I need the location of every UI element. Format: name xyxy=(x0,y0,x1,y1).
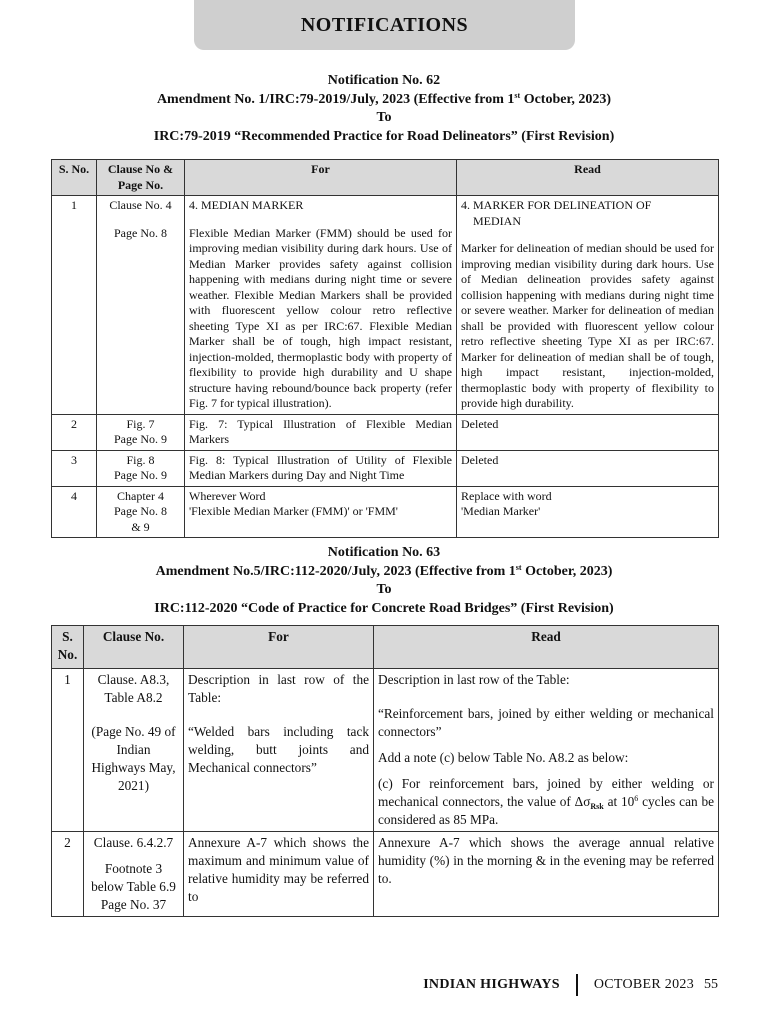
row-sno: 1 xyxy=(52,669,84,832)
col-header-clause: Clause No & Page No. xyxy=(97,160,185,196)
row-clause: Clause. 6.4.2.7 Footnote 3 below Table 6.9 Page No. 37 xyxy=(84,832,184,917)
row-for: Description in last row of the Table: “Welded bars including tack welding, butt joints and Mechanical connectors” xyxy=(184,669,374,832)
notification-62-number: Notification No. 62 xyxy=(327,73,441,88)
row-for: Fig. 7: Typical Illustration of Flexible Median Markers xyxy=(185,414,457,450)
table-row xyxy=(52,196,719,415)
row-clause: Fig. 8 Page No. 9 xyxy=(97,450,185,486)
row-for: 4. MEDIAN MARKER Flexible Median Marker (FMM) should be used for improving median visibility during dark hours. Use of Median Marker provides safety against collision happening with medians during night time or severe weather. Flexible Median Markers shall be provided with fluorescent yellow colour retro reflective sheeting Type XI as per IRC:67. Flexible Median Marker shall be of tough, high impact resistant, injection-molded, thermoplastic body with property of flexibility to provide high durability and U shape structure having rebound/bounce back property (refer Fig. 7 for typical illustration). xyxy=(185,196,457,415)
row-read: 4. MARKER FOR DELINEATION OF MEDIAN Marker for delineation of median should be used for improving median visibility during dark hours. Use of Median delineation provides safety against collision happening with medians during night time or severe weather. Marker for delineation of median shall be provided with fluorescent yellow colour retro reflective sheeting Type XI as per IRC:67. Marker for delineation of median shall be of tough, high impact resistant, injection-molded, thermoplastic body with property of flexibility to provide high durability. xyxy=(457,196,719,415)
col-header-read: Read xyxy=(374,626,719,669)
row-clause: Fig. 7 Page No. 9 xyxy=(97,414,185,450)
table-row xyxy=(52,669,719,832)
notification-63-amendment: Amendment No.5/IRC:112-2020/July, 2023 (Effective from 1st October, 2023) xyxy=(155,562,613,579)
row-sno: 4 xyxy=(52,486,97,538)
table-row xyxy=(52,832,719,917)
notification-63-title: IRC:112-2020 “Code of Practice for Concrete Road Bridges” (First Revision) xyxy=(154,600,614,616)
banner-title: NOTIFICATIONS xyxy=(300,13,469,36)
notification-63-header xyxy=(0,544,768,618)
row-read: Replace with word 'Median Marker' xyxy=(457,486,719,538)
col-header-clause: Clause No. xyxy=(84,626,184,669)
page-number: 55 xyxy=(704,977,718,992)
row-sno: 2 xyxy=(52,414,97,450)
table-header-row xyxy=(52,160,719,196)
row-read: Description in last row of the Table: “Reinforcement bars, joined by either welding or mechanical connectors” Add a note (c) below Table No. A8.2 as below: (c) For reinforcement bars, joined by either welding or mechanical connectors, the value of $\Delta\sigma_{Rsk}$ at $10^6$ cycles can be considered as 85 MPa. xyxy=(374,669,719,832)
table-row xyxy=(52,450,719,486)
col-header-for: For xyxy=(185,160,457,196)
row-read: Annexure A-7 which shows the average annual relative humidity (%) in the morning & in the evening may be referred to. xyxy=(374,832,719,917)
row-for: Fig. 8: Typical Illustration of Utility of Flexible Median Markers during Day and Night Time xyxy=(185,450,457,486)
row-read: Deleted xyxy=(457,414,719,450)
page-footer xyxy=(0,975,718,995)
section-banner xyxy=(194,0,575,50)
table-row xyxy=(52,486,719,538)
row-for: Annexure A-7 which shows the maximum and minimum value of relative humidity may be referred to xyxy=(184,832,374,917)
col-header-sno: S. No. xyxy=(52,160,97,196)
notification-63-table xyxy=(51,625,719,917)
notification-62-table xyxy=(51,159,719,538)
notification-62-header xyxy=(0,72,768,146)
col-header-read: Read xyxy=(457,160,719,196)
journal-name: INDIAN HIGHWAYS xyxy=(423,977,560,992)
notification-62-amendment: Amendment No. 1/IRC:79-2019/July, 2023 (Effective from 1st October, 2023) xyxy=(156,90,612,107)
footer-divider xyxy=(576,974,578,996)
row-clause: Clause No. 4 Page No. 8 xyxy=(97,196,185,415)
notification-63-to: To xyxy=(376,582,392,597)
notification-62-title: IRC:79-2019 “Recommended Practice for Road Delineators” (First Revision) xyxy=(153,128,615,144)
row-clause: Chapter 4 Page No. 8 & 9 xyxy=(97,486,185,538)
row-read: Deleted xyxy=(457,450,719,486)
row-sno: 3 xyxy=(52,450,97,486)
col-header-for: For xyxy=(184,626,374,669)
row-clause: Clause. A8.3, Table A8.2 (Page No. 49 of Indian Highways May, 2021) xyxy=(84,669,184,832)
row-for: Wherever Word 'Flexible Median Marker (FMM)' or 'FMM' xyxy=(185,486,457,538)
notification-62-to: To xyxy=(376,110,392,125)
row-sno: 1 xyxy=(52,196,97,415)
col-header-sno: S. No. xyxy=(52,626,84,669)
row-sno: 2 xyxy=(52,832,84,917)
notification-63-number: Notification No. 63 xyxy=(327,545,441,560)
table-header-row xyxy=(52,626,719,669)
issue-month: OCTOBER 2023 xyxy=(593,977,694,992)
table-row xyxy=(52,414,719,450)
